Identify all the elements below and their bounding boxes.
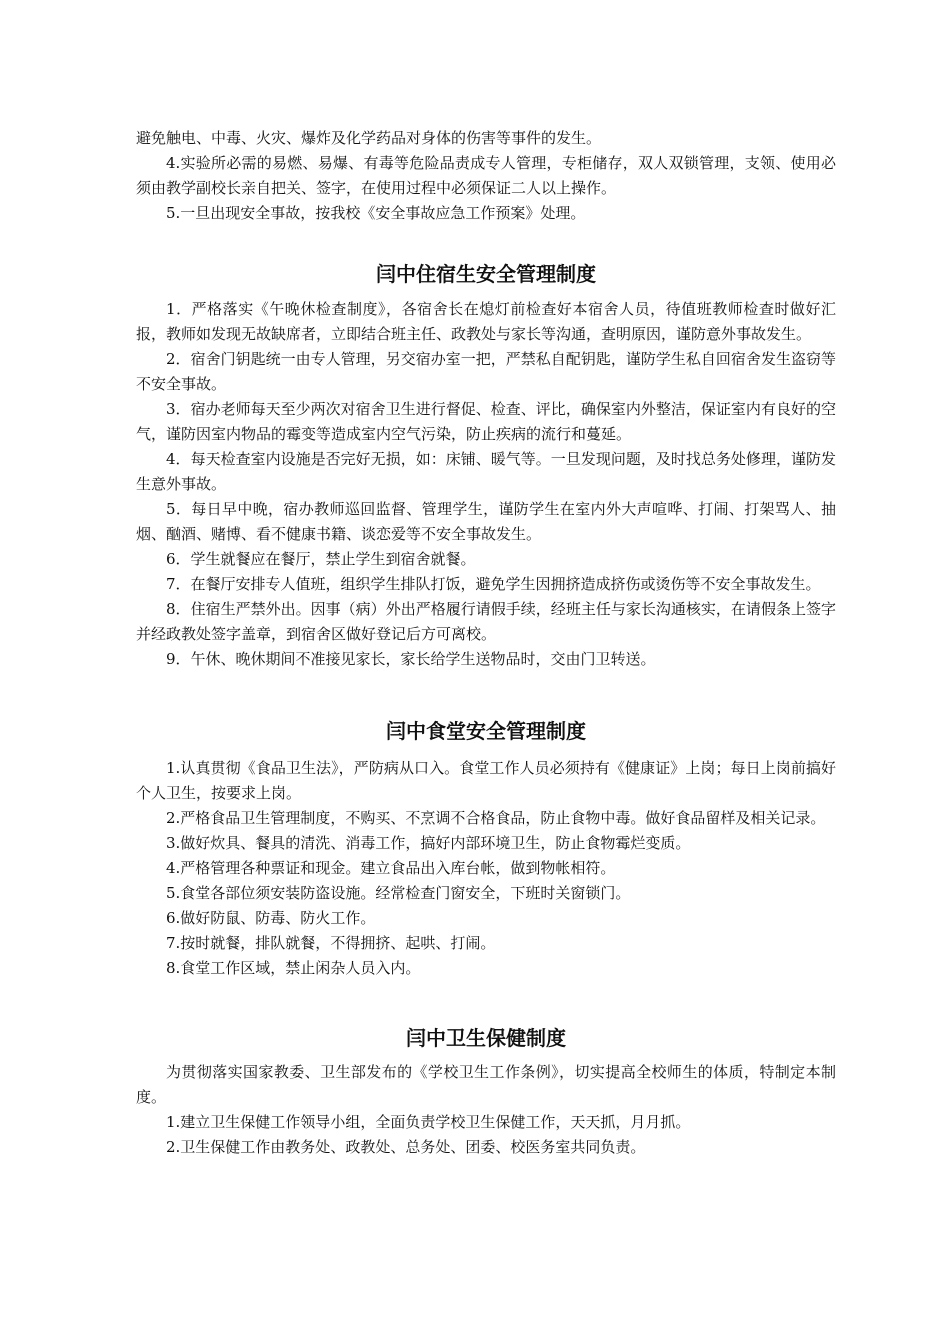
list-item: 1．严格落实《午晚休检查制度》，各宿舍长在熄灯前检查好本宿舍人员，待值班教师检查时做好汇报，教师如发现无故缺席者，立即结合班主任、政教处与家长等沟通，查明原因，谨防意外事故发生。 [136,300,836,343]
list-item: 5.食堂各部位须安装防盗设施。经常检查门窗安全，下班时关窗锁门。 [166,884,631,902]
list-item: 1.认真贯彻《食品卫生法》，严防病从口入。食堂工作人员必须持有《健康证》上岗；每日上岗前搞好个人卫生，按要求上岗。 [136,759,836,802]
list-item: 4.严格管理各种票证和现金。建立食品出入库台帐，做到物帐相符。 [166,859,616,877]
list-item: 6.做好防鼠、防毒、防火工作。 [166,909,376,927]
list-item: 8．住宿生严禁外出。因事（病）外出严格履行请假手续，经班主任与家长沟通核实，在请假条上签字并经政教处签字盖章，到宿舍区做好登记后方可离校。 [136,600,836,643]
paragraph: 为贯彻落实国家教委、卫生部发布的《学校卫生工作条例》，切实提高全校师生的体质，特制定本制度。 [136,1063,836,1106]
list-item: 1.建立卫生保健工作领导小组，全面负责学校卫生保健工作，天天抓，月月抓。 [166,1113,691,1131]
list-item: 7.按时就餐，排队就餐，不得拥挤、起哄、打闹。 [166,934,496,952]
section-title-canteen: 闫中食堂安全管理制度 [386,719,586,743]
paragraph: 避免触电、中毒、火灾、爆炸及化学药品对身体的伤害等事件的发生。 [136,129,602,147]
list-item: 9．午休、晚休期间不准接见家长，家长给学生送物品时，交由门卫转送。 [166,650,656,668]
list-item: 6．学生就餐应在餐厅，禁止学生到宿舍就餐。 [166,550,476,568]
list-item: 2．宿舍门钥匙统一由专人管理，另交宿办室一把，严禁私自配钥匙，谨防学生私自回宿舍发生盗窃等不安全事故。 [136,350,836,393]
section-title-dormitory: 闫中住宿生安全管理制度 [376,262,596,286]
list-item: 4．每天检查室内设施是否完好无损，如：床铺、暖气等。一旦发现问题，及时找总务处修理，谨防发生意外事故。 [136,450,836,493]
list-item: 3.做好炊具、餐具的清洗、消毒工作，搞好内部环境卫生，防止食物霉烂变质。 [166,834,691,852]
list-item: 7．在餐厅安排专人值班，组织学生排队打饭，避免学生因拥挤造成挤伤或烫伤等不安全事故发生。 [166,575,821,593]
list-item: 2.严格食品卫生管理制度，不购买、不烹调不合格食品，防止食物中毒。做好食品留样及相关记录。 [166,809,826,827]
paragraph: 5.一旦出现安全事故，按我校《安全事故应急工作预案》处理。 [166,204,586,222]
section-title-health: 闫中卫生保健制度 [406,1026,566,1050]
list-item: 3．宿办老师每天至少两次对宿舍卫生进行督促、检查、评比，确保室内外整洁，保证室内有良好的空气，谨防因室内物品的霉变等造成室内空气污染，防止疾病的流行和蔓延。 [136,400,836,443]
list-item: 5．每日早中晚，宿办教师巡回监督、管理学生，谨防学生在室内外大声喧哗、打闹、打架骂人、抽烟、酗酒、赌博、看不健康书籍、谈恋爱等不安全事故发生。 [136,500,836,543]
document-page [136,126,836,1160]
paragraph: 4.实验所必需的易燃、易爆、有毒等危险品责成专人管理，专柜储存，双人双锁管理，支领、使用必须由教学副校长亲自把关、签字，在使用过程中必须保证二人以上操作。 [136,154,836,197]
list-item: 2.卫生保健工作由教务处、政教处、总务处、团委、校医务室共同负责。 [166,1138,646,1156]
list-item: 8.食堂工作区域，禁止闲杂人员入内。 [166,959,421,977]
